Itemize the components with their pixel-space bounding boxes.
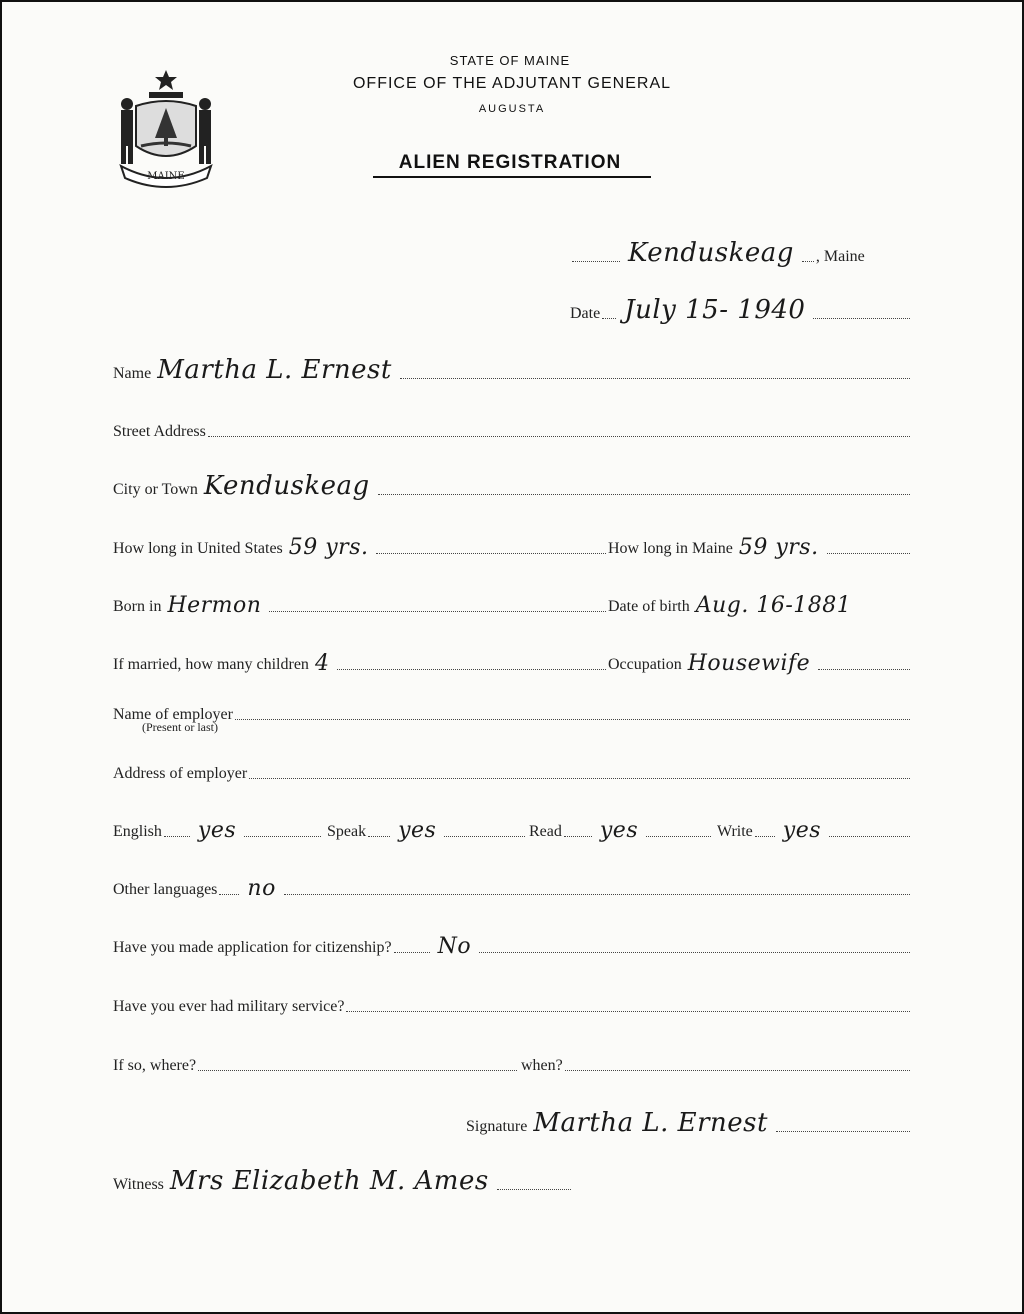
state-heading: STATE OF MAINE: [449, 53, 571, 68]
english-label: English: [113, 823, 162, 840]
employer-field[interactable]: [235, 719, 910, 720]
speak-label: Speak: [327, 823, 367, 840]
date-label: Date: [570, 305, 601, 322]
name-line: [113, 355, 912, 385]
employer-address-line: [113, 759, 912, 783]
english-value[interactable]: yes: [197, 818, 237, 843]
read-label: Read: [529, 823, 562, 840]
witness-line: [113, 1166, 573, 1196]
english-line: [113, 817, 323, 841]
street-line: [113, 417, 912, 441]
occupation-label: Occupation: [608, 656, 682, 673]
street-label: Street Address: [113, 423, 206, 440]
how-long-maine-line: [608, 534, 912, 558]
witness-value[interactable]: Mrs Elizabeth M. Ames: [169, 1166, 489, 1196]
signature-label: Signature: [466, 1118, 528, 1135]
town-value[interactable]: Kenduskeag: [628, 238, 794, 268]
if-so-where-line: [113, 1051, 519, 1075]
date-line: [570, 295, 912, 325]
employer-address-field[interactable]: [249, 778, 910, 779]
military-label: Have you ever had military service?: [113, 998, 345, 1015]
dob-line: [608, 592, 924, 616]
city-value[interactable]: Kenduskeag: [203, 471, 370, 501]
other-languages-line: [113, 875, 912, 899]
witness-label: Witness: [113, 1176, 164, 1193]
occupation-value[interactable]: Housewife: [687, 651, 811, 676]
employer-address-label: Address of employer: [113, 765, 248, 782]
signature-line: [466, 1108, 912, 1138]
citizenship-line: [113, 933, 912, 957]
city-heading: AUGUSTA: [478, 103, 546, 115]
write-label: Write: [717, 823, 753, 840]
employer-label: Name of employer: [113, 706, 233, 723]
seal-banner-text: MAINE: [147, 171, 185, 182]
city-line: [113, 471, 912, 501]
military-field[interactable]: [346, 1011, 910, 1012]
form-title: ALIEN REGISTRATION: [398, 152, 622, 173]
read-value[interactable]: yes: [599, 818, 639, 843]
children-label: If married, how many children: [113, 656, 309, 673]
how-long-us-label: How long in United States: [113, 540, 283, 557]
citizenship-value[interactable]: No: [437, 934, 472, 959]
write-value[interactable]: yes: [782, 818, 822, 843]
occupation-line: [608, 650, 912, 674]
signature-value[interactable]: Martha L. Ernest: [533, 1108, 768, 1138]
other-languages-label: Other languages: [113, 881, 218, 898]
how-long-maine-value[interactable]: 59 yrs.: [738, 535, 819, 560]
speak-line: [327, 817, 527, 841]
when-label: when?: [521, 1057, 563, 1074]
citizenship-label: Have you made application for citizenship?: [113, 939, 392, 956]
date-value[interactable]: July 15- 1940: [624, 295, 806, 325]
employer-line: [113, 700, 912, 724]
if-so-where-field[interactable]: [198, 1070, 517, 1071]
read-line: [529, 817, 713, 841]
city-label: City or Town: [113, 481, 198, 498]
born-in-label: Born in: [113, 598, 162, 615]
office-heading: OFFICE OF THE ADJUTANT GENERAL: [352, 75, 672, 92]
military-line: [113, 992, 912, 1016]
street-field[interactable]: [208, 436, 910, 437]
how-long-us-line: [113, 534, 608, 558]
born-in-line: [113, 592, 608, 616]
name-label: Name: [113, 365, 152, 382]
children-line: [113, 650, 608, 674]
state-label: , Maine: [815, 248, 865, 265]
how-long-us-value[interactable]: 59 yrs.: [288, 535, 369, 560]
children-value[interactable]: 4: [314, 651, 330, 676]
employer-sublabel: (Present or last): [142, 720, 218, 734]
if-so-where-label: If so, where?: [113, 1057, 197, 1074]
write-line: [717, 817, 912, 841]
dob-value[interactable]: Aug. 16-1881: [695, 593, 852, 618]
title-underline: [373, 176, 651, 178]
when-field[interactable]: [565, 1070, 910, 1071]
born-in-value[interactable]: Hermon: [167, 593, 262, 618]
other-languages-value[interactable]: no: [247, 876, 276, 901]
town-line: [570, 238, 912, 268]
speak-value[interactable]: yes: [398, 818, 437, 843]
how-long-maine-label: How long in Maine: [608, 540, 733, 557]
name-value[interactable]: Martha L. Ernest: [157, 355, 392, 385]
dob-label: Date of birth: [608, 598, 690, 615]
when-line: [521, 1051, 912, 1075]
